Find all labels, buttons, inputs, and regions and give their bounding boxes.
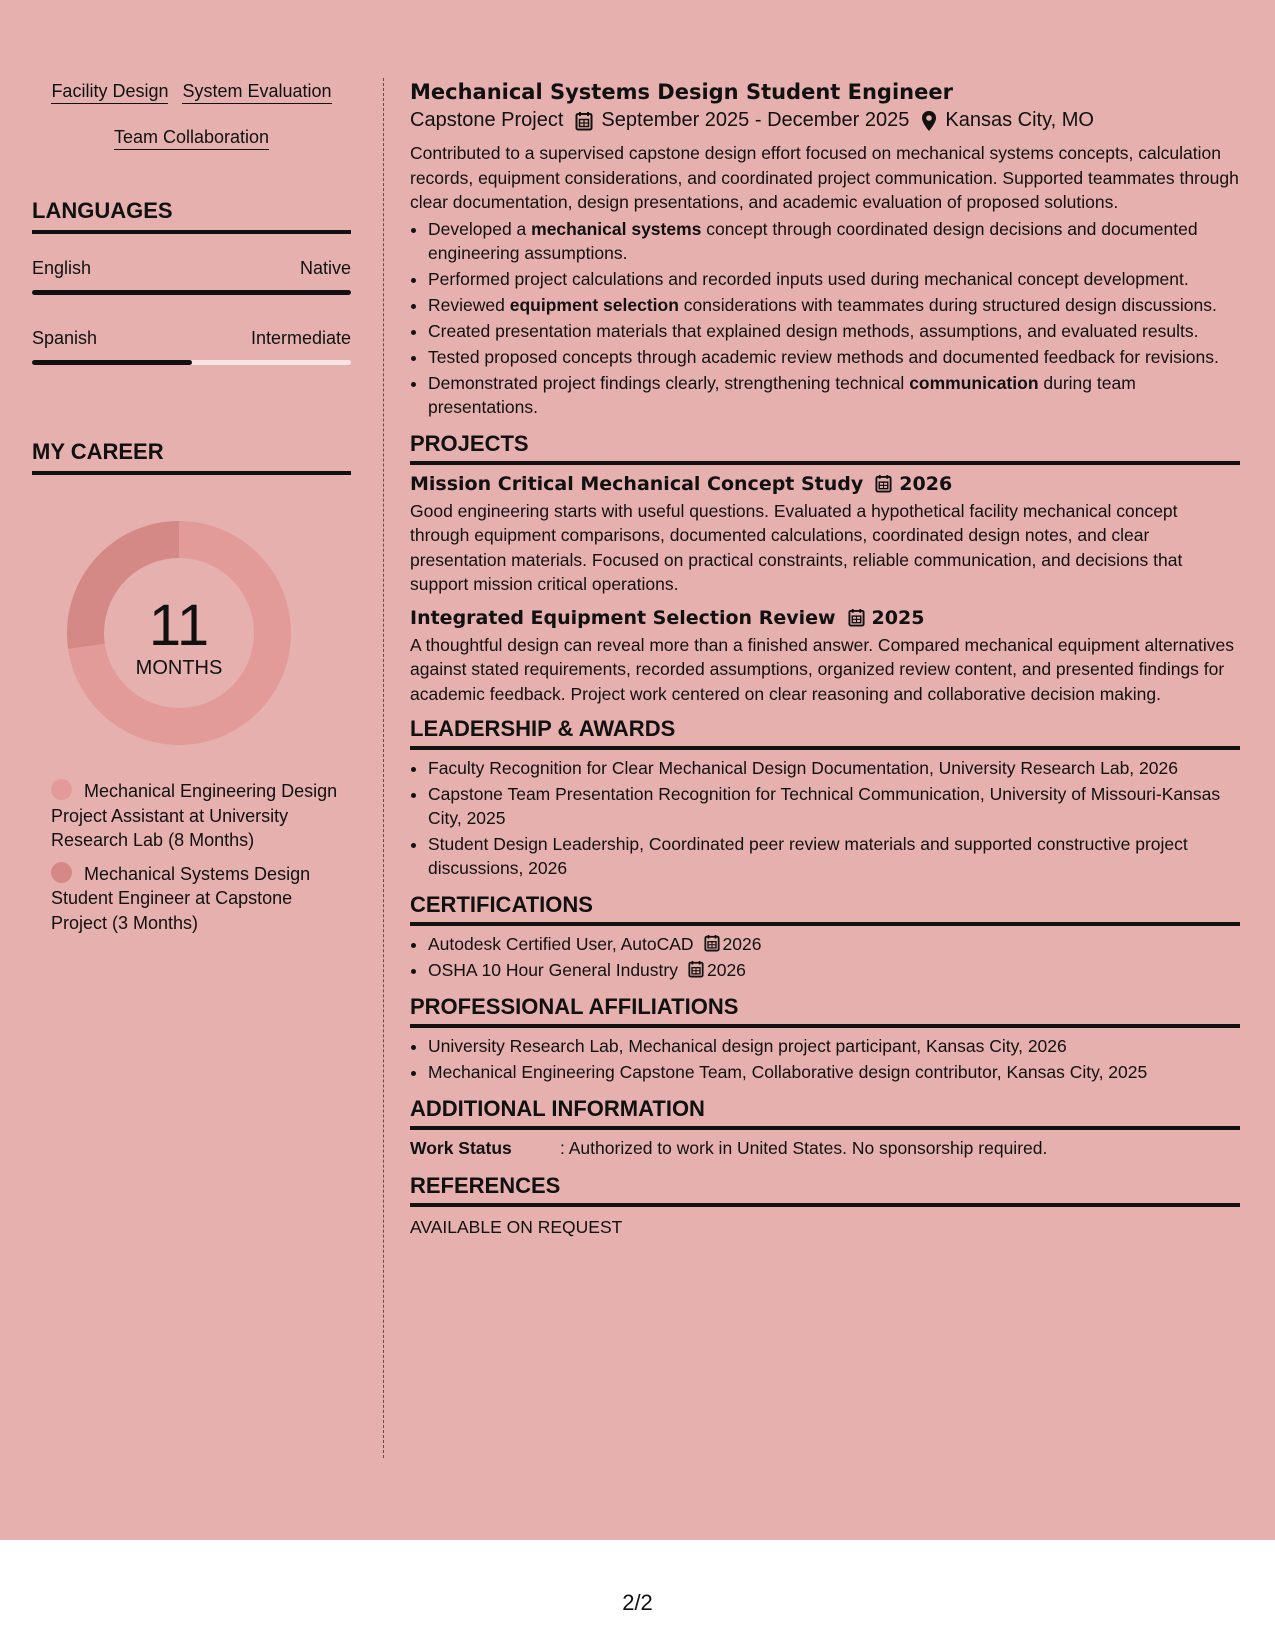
leadership-section	[410, 716, 1240, 880]
career-legend-label: Mechanical Systems Design Student Engineer at Capstone Project (3 Months)	[51, 863, 311, 933]
leadership-item: • Faculty Recognition for Clear Mechanical Design Documentation, University Research Lab, 2026	[428, 756, 1240, 780]
job-summary: Contributed to a supervised capstone design effort focused on mechanical systems concepts, calculation records, equipment considerations, and coordinated project communication. Supported teammates through clear documentation, design presentations, and academic evaluation of proposed solutions.	[410, 143, 1239, 212]
job-location: Kansas City, MO	[945, 109, 1094, 131]
column-divider	[383, 78, 384, 1458]
project-title: Integrated Equipment Selection Review	[410, 606, 836, 629]
job-bullet: • Developed a mechanical systems concept through coordinated design decisions and documented engineering assumptions.	[428, 217, 1240, 265]
language-name: English	[32, 258, 92, 278]
work-status-value: : Authorized to work in United States. No sponsorship required.	[560, 1138, 1048, 1158]
language-proficiency-fill	[32, 360, 192, 365]
job-bullet: • Tested proposed concepts through academic review methods and documented feedback for revisions.	[428, 345, 1240, 369]
legend-dot	[51, 779, 72, 800]
project-title: Mission Critical Mechanical Concept Study	[410, 472, 864, 495]
calendar-icon	[704, 934, 720, 952]
leadership-item: • Capstone Team Presentation Recognition for Technical Communication, University of Missouri-Kansas City, 2025	[428, 782, 1240, 830]
leadership-heading: LEADERSHIP & AWARDS	[410, 716, 1240, 750]
skill-tag: System Evaluation	[182, 80, 331, 104]
job-meta	[410, 109, 1240, 132]
job-dates: September 2025 - December 2025	[601, 109, 910, 131]
certifications-heading: CERTIFICATIONS	[410, 892, 1240, 926]
job-title: Mechanical Systems Design Student Engineer	[410, 80, 953, 104]
certification-item	[428, 932, 1240, 956]
experience-entry	[410, 78, 1240, 419]
language-proficiency-bar	[32, 360, 351, 365]
job-bullet: • Created presentation materials that explained design methods, assumptions, and evaluated results.	[428, 319, 1240, 343]
affiliations-section	[410, 994, 1240, 1084]
career-section	[32, 439, 351, 935]
career-legend-item	[51, 862, 351, 936]
additional-heading: ADDITIONAL INFORMATION	[410, 1096, 1240, 1130]
skill-tag: Facility Design	[51, 80, 168, 104]
references-heading: REFERENCES	[410, 1173, 1240, 1207]
calendar-icon	[575, 111, 593, 131]
work-status-row	[410, 1138, 1240, 1159]
certification-name: OSHA 10 Hour General Industry	[428, 960, 678, 980]
project-description: Good engineering starts with useful questions. Evaluated a hypothetical facility mechanical concept through equipment comparisons, documented calculations, coordinated design notes, and clear presentation materials. Focused on practical constraints, reliable communication, and decisions that support mission critical operations.	[410, 500, 1183, 594]
references-section	[410, 1173, 1240, 1238]
career-heading: MY CAREER	[32, 439, 351, 475]
legend-dot	[51, 862, 72, 883]
languages-section	[32, 198, 351, 365]
job-bullet: • Demonstrated project findings clearly, strengthening technical communication during team presentations.	[428, 371, 1240, 419]
language-name: Spanish	[32, 328, 98, 348]
leadership-list	[410, 756, 1240, 880]
project-description: A thoughtful design can reveal more than a finished answer. Compared mechanical equipment alternatives against stated requirements, recorded assumptions, organized review content, and presented findings for academic feedback. Project work centered on clear reasoning and collaborative decision making.	[410, 634, 1234, 704]
project-year: 2025	[871, 606, 925, 629]
references-text: AVAILABLE ON REQUEST	[410, 1217, 623, 1237]
certification-name: Autodesk Certified User, AutoCAD	[428, 934, 694, 954]
certifications-section	[410, 892, 1240, 982]
certifications-list	[410, 932, 1240, 982]
language-item	[32, 258, 351, 295]
skills-list	[32, 80, 351, 172]
affiliation-item: • University Research Lab, Mechanical design project participant, Kansas City, 2026	[428, 1034, 1240, 1058]
right-column	[410, 78, 1240, 1238]
left-column	[32, 80, 351, 944]
affiliation-item: • Mechanical Engineering Capstone Team, Collaborative design contributor, Kansas City, 2025	[428, 1060, 1240, 1084]
job-bullet: • Performed project calculations and recorded inputs used during mechanical concept development.	[428, 267, 1240, 291]
career-donut-chart	[67, 521, 291, 745]
projects-section	[410, 431, 1240, 707]
page-number: 2/2	[622, 1590, 653, 1615]
language-item	[32, 328, 351, 365]
language-proficiency-bar	[32, 290, 351, 295]
affiliations-heading: PROFESSIONAL AFFILIATIONS	[410, 994, 1240, 1028]
career-legend-item	[51, 779, 351, 853]
calendar-icon	[688, 960, 704, 978]
projects-heading: PROJECTS	[410, 431, 1240, 465]
certification-year: 2026	[706, 960, 746, 980]
career-total-unit: MONTHS	[135, 657, 223, 679]
skill-tag: Team Collaboration	[114, 126, 269, 150]
project-item	[410, 607, 1240, 707]
career-total-number: 11	[148, 593, 210, 658]
job-bullet: • Reviewed equipment selection considerations with teammates during structured design discussions.	[428, 293, 1240, 317]
job-bullets	[410, 217, 1240, 419]
affiliations-list	[410, 1034, 1240, 1084]
calendar-icon	[848, 608, 865, 627]
career-legend-label: Mechanical Engineering Design Project Assistant at University Research Lab (8 Months)	[51, 781, 338, 850]
career-legend	[32, 779, 351, 935]
calendar-icon	[875, 474, 892, 493]
project-year: 2026	[899, 472, 953, 495]
certification-item	[428, 958, 1240, 982]
location-pin-icon	[921, 110, 937, 132]
additional-section	[410, 1096, 1240, 1159]
project-item	[410, 473, 1240, 597]
work-status-label: Work Status	[410, 1138, 512, 1158]
certification-year: 2026	[722, 934, 762, 954]
leadership-item: • Student Design Leadership, Coordinated peer review materials and supported constructive project discussions, 2026	[428, 832, 1240, 880]
language-proficiency-fill	[32, 290, 351, 295]
languages-heading: LANGUAGES	[32, 198, 351, 234]
language-level: Native	[299, 258, 351, 278]
job-company: Capstone Project	[410, 109, 564, 131]
language-level: Intermediate	[250, 328, 351, 348]
